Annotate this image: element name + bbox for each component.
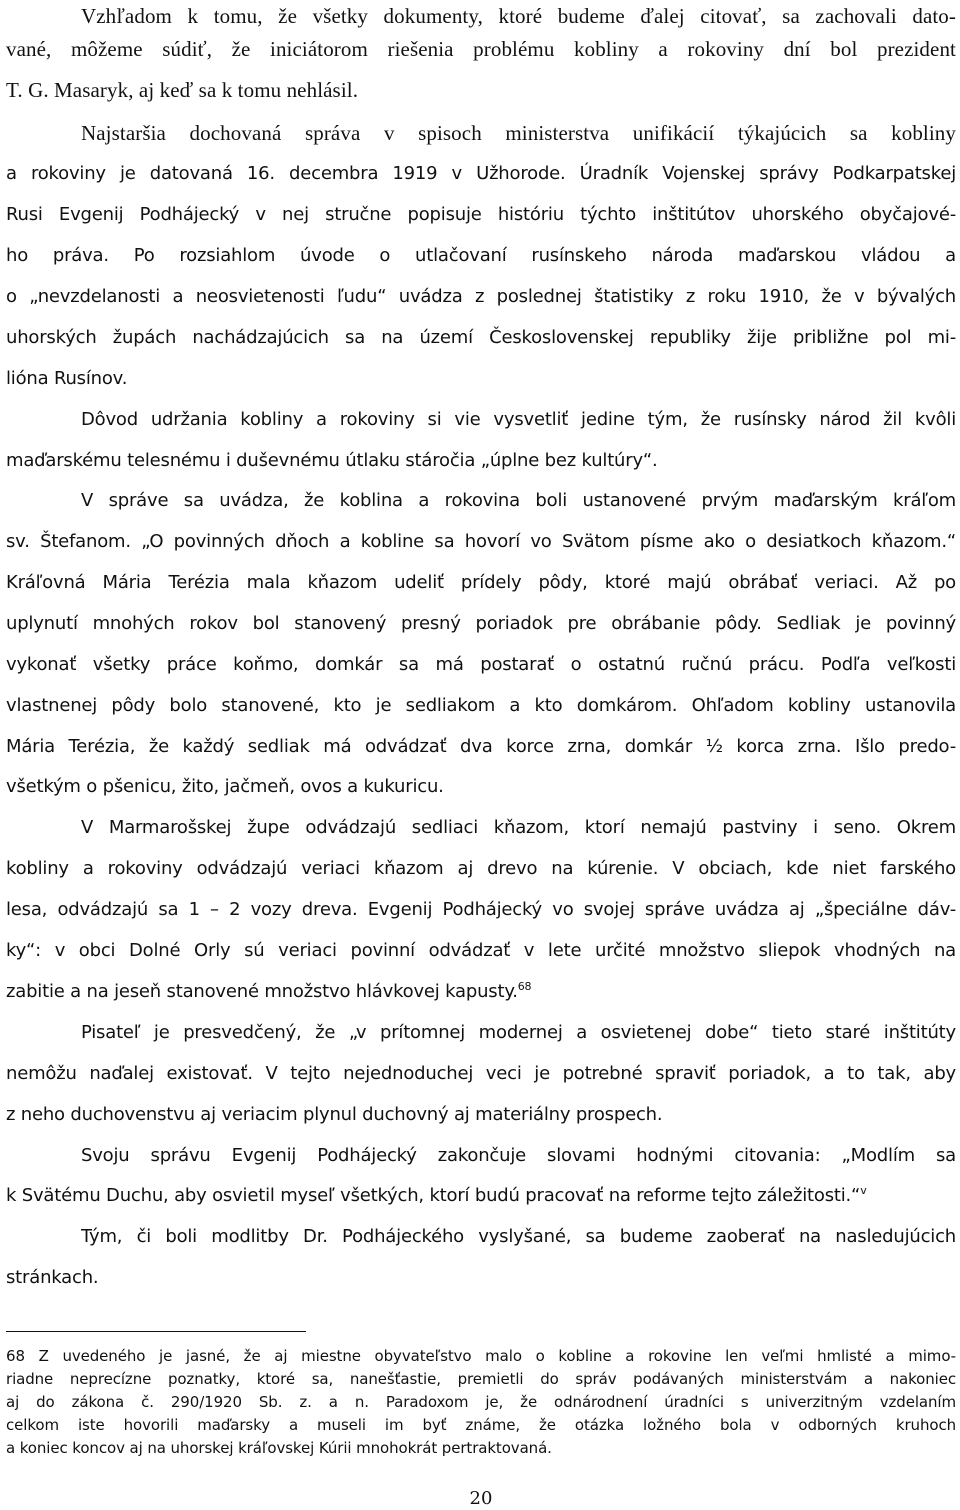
text-line-30-body: k Svätému Duchu, aby osvietil myseľ všetkých, ktorí budú pracovať na reforme tejto záležitosti.“ <box>6 1185 861 1206</box>
text-line-8: o „nevzdelanosti a neosvietenosti ľudu“ uvádza z poslednej štatistiky z roku 1910, že v bývalých <box>6 286 956 307</box>
footnote-reference-v: v <box>860 1184 867 1197</box>
text-line-20: všetkým o pšenicu, žito, jačmeň, ovos a kukuricu. <box>6 776 444 797</box>
text-line-10: lióna Rusínov. <box>6 368 128 389</box>
text-line-7: ho práva. Po rozsiahlom úvode o utlačovaní rusínskeho národa maďarskou vládou a <box>6 245 956 266</box>
text-line-5: a rokoviny je datovaná 16. decembra 1919 v Užhorode. Úradník Vojenskej správy Podkarpatskej <box>6 163 956 184</box>
text-line-21: V Marmarošskej župe odvádzajú sedliaci kňazom, ktorí nemajú pastviny i seno. Okrem <box>81 817 956 838</box>
text-line-24: ky“: v obci Dolné Orly sú veriaci povinní odvádzať v lete určité množstvo sliepok vhodných na <box>6 940 956 961</box>
text-line-6: Rusi Evgenij Podhájecký v nej stručne popisuje históriu týchto inštitútov uhorského obyčajové- <box>6 204 956 225</box>
text-line-28: z neho duchovenstvu aj veriacim plynul duchovný aj materiálny prospech. <box>6 1104 663 1125</box>
footnote-reference-68: 68 <box>517 980 532 993</box>
footnote-line-5: a koniec koncov aj na uhorskej kráľovskej Kúrii mnohokrát pertraktovaná. <box>6 1439 552 1457</box>
text-line-12: maďarskému telesnému i duševnému útlaku stáročia „úplne bez kultúry“. <box>6 450 658 471</box>
text-line-13: V správe sa uvádza, že koblina a rokovina boli ustanovené prvým maďarským kráľom <box>81 490 956 511</box>
text-line-17: vykonať všetky práce koňmo, domkár sa má postarať o ostatnú ručnú prácu. Podľa veľkosti <box>6 654 956 675</box>
footnote-line-3: aj do zákona č. 290/1920 Sb. z. a n. Paradoxom je, že odnárodnení úradníci s univerzitným vzdelaním <box>6 1393 956 1411</box>
text-line-4: Najstaršia dochovaná správa v spisoch ministerstva unifikácií týkajúcich sa kobliny <box>81 121 956 145</box>
text-line-22: kobliny a rokoviny odvádzajú veriaci kňazom aj drevo na kúrenie. V obciach, kde niet farského <box>6 858 956 879</box>
text-line-32: stránkach. <box>6 1267 99 1288</box>
text-line-30 <box>6 1180 956 1212</box>
footnote-line-1: 68 Z uvedeného je jasné, že aj miestne obyvateľstvo malo o kobline a rokovine len veľmi hmlisté a mimo- <box>6 1347 956 1365</box>
text-line-26: Pisateľ je presvedčený, že „v prítomnej modernej a osvietenej dobe“ tieto staré inštitúty <box>81 1022 956 1043</box>
text-line-18: vlastnenej pôdy bolo stanovené, kto je sedliakom a kto domkárom. Ohľadom kobliny ustanovila <box>6 695 956 716</box>
text-line-29: Svoju správu Evgenij Podhájecký zakončuje slovami hodnými citovania: „Modlím sa <box>81 1145 956 1166</box>
text-line-1: Vzhľadom k tomu, že všetky dokumenty, ktoré budeme ďalej citovať, sa zachovali dato- <box>81 4 956 28</box>
page-number: 20 <box>469 1488 493 1509</box>
text-line-27: nemôžu naďalej existovať. V tejto nejednoduchej veci je potrebné spraviť poriadok, a to tak, aby <box>6 1063 956 1084</box>
footnote-line-4: celkom iste hovorili maďarsky a museli im byť známe, že otázka ložného bola v odborných kruhoch <box>6 1416 956 1434</box>
text-line-15: Kráľovná Mária Terézia mala kňazom udeliť prídely pôdy, ktoré majú obrábať veriaci. Až po <box>6 572 956 593</box>
text-line-16: uplynutí mnohých rokov bol stanovený presný poriadok pre obrábanie pôdy. Sedliak je povinný <box>6 613 956 634</box>
text-line-25 <box>6 976 956 1008</box>
text-line-25-body: zabitie a na jeseň stanovené množstvo hlávkovej kapusty. <box>6 981 518 1002</box>
text-line-2: vané, môžeme súdiť, že iniciátorom riešenia problému kobliny a rokoviny dní bol prezident <box>6 37 956 61</box>
footnote-line-2: riadne neprecízne poznatky, ktoré sa, nanešťastie, premietli do správ podávaných ministerstvám a nakoniec <box>6 1370 956 1388</box>
text-line-31: Tým, či boli modlitby Dr. Podhájeckého vyslyšané, sa budeme zaoberať na nasledujúcich <box>81 1226 956 1247</box>
text-line-23: lesa, odvádzajú sa 1 – 2 vozy dreva. Evgenij Podhájecký vo svojej správe uvádza aj „špeciálne dáv- <box>6 899 956 920</box>
document-page <box>6 0 956 1509</box>
text-line-9: uhorských župách nachádzajúcich sa na území Československej republiky žije približne pol mi- <box>6 327 956 348</box>
text-line-19: Mária Terézia, že každý sedliak má odvádzať dva korce zrna, domkár ½ korca zrna. Išlo predo- <box>6 736 956 757</box>
text-line-3: T. G. Masaryk, aj keď sa k tomu nehlásil. <box>6 78 359 102</box>
text-line-11: Dôvod udržania kobliny a rokoviny si vie vysvetliť jedine tým, že rusínsky národ žil kvôli <box>81 409 956 430</box>
footnote-separator <box>6 1331 306 1332</box>
text-line-14: sv. Štefanom. „O povinných dňoch a kobline sa hovorí vo Svätom písme ako o desiatkoch kňazom.“ <box>6 531 956 552</box>
